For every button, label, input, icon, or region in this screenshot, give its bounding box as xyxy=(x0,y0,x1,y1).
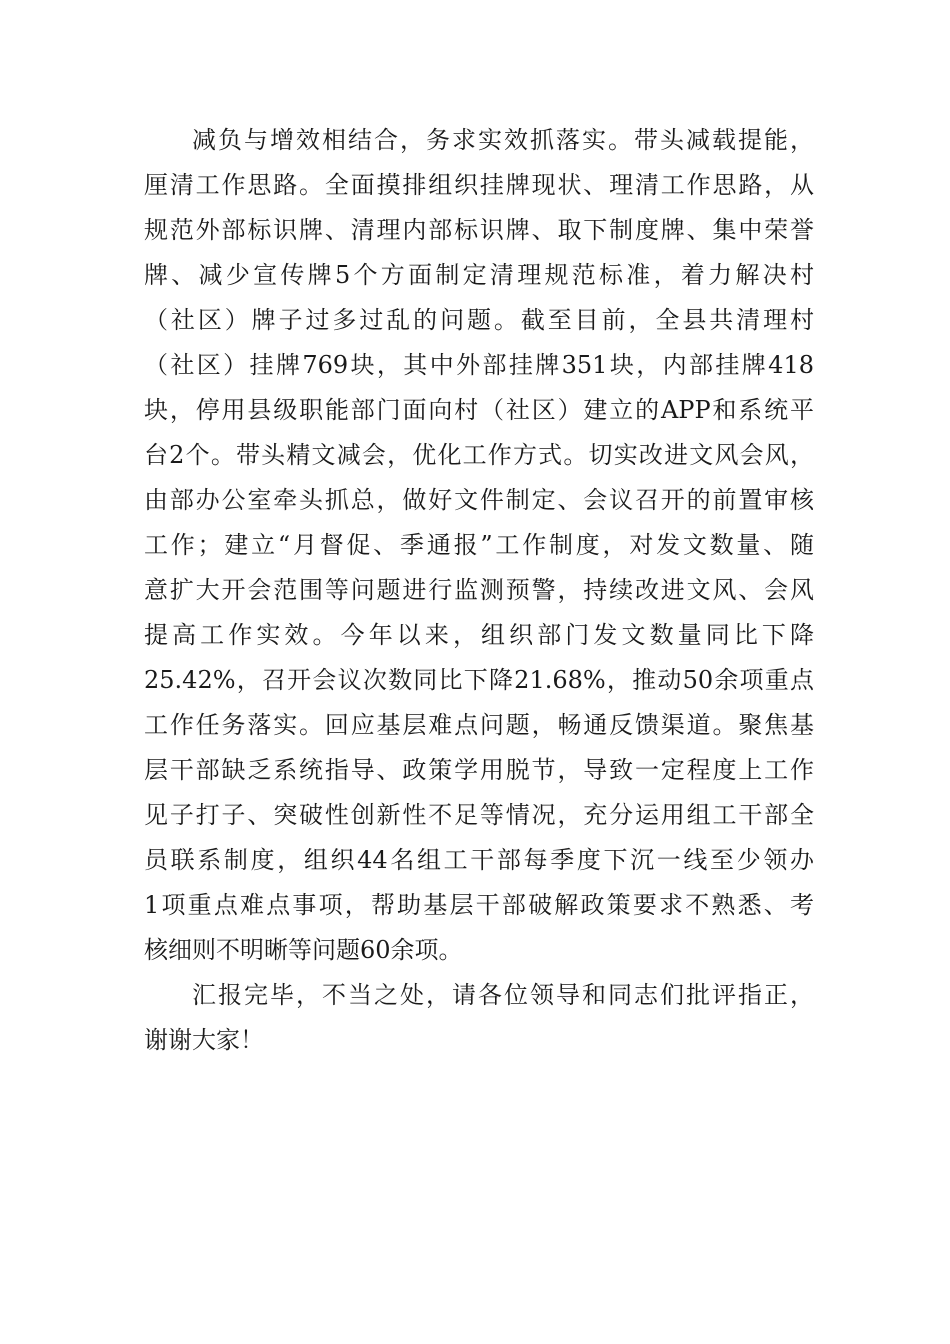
paragraph-line: 工作；建立“月督促、季通报”工作制度，对发文数量、随 xyxy=(144,531,814,559)
paragraph-line: 意扩大开会范围等问题进行监测预警，持续改进文风、会风 xyxy=(144,576,814,604)
document-body xyxy=(144,118,814,1063)
paragraph-line: 减负与增效相结合，务求实效抓落实。带头减载提能， xyxy=(192,126,814,154)
paragraph-line: 牌、减少宣传牌5个方面制定清理规范标准，着力解决村 xyxy=(144,261,814,289)
paragraph-1 xyxy=(144,118,814,973)
paragraph-line: 工作任务落实。回应基层难点问题，畅通反馈渠道。聚焦基 xyxy=(144,711,814,739)
paragraph-line: 提高工作实效。今年以来，组织部门发文数量同比下降 xyxy=(144,621,814,649)
paragraph-line: 块，停用县级职能部门面向村（社区）建立的APP和系统平 xyxy=(144,396,814,424)
paragraph-line: 厘清工作思路。全面摸排组织挂牌现状、理清工作思路，从 xyxy=(144,171,814,199)
paragraph-line: 规范外部标识牌、清理内部标识牌、取下制度牌、集中荣誉 xyxy=(144,216,814,244)
paragraph-line: 1项重点难点事项，帮助基层干部破解政策要求不熟悉、考 xyxy=(144,891,814,919)
paragraph-line: （社区）牌子过多过乱的问题。截至目前，全县共清理村 xyxy=(144,306,814,334)
paragraph-line: （社区）挂牌769块，其中外部挂牌351块，内部挂牌418 xyxy=(144,351,814,379)
paragraph-line: 汇报完毕，不当之处，请各位领导和同志们批评指正， xyxy=(192,981,814,1009)
paragraph-line: 层干部缺乏系统指导、政策学用脱节，导致一定程度上工作 xyxy=(144,756,814,784)
paragraph-line: 见子打子、突破性创新性不足等情况，充分运用组工干部全 xyxy=(144,801,814,829)
paragraph-2 xyxy=(144,973,814,1063)
paragraph-line: 由部办公室牵头抓总，做好文件制定、会议召开的前置审核 xyxy=(144,486,814,514)
paragraph-line: 谢谢大家！ xyxy=(144,1026,264,1054)
paragraph-line: 台2个。带头精文减会，优化工作方式。切实改进文风会风， xyxy=(144,441,814,469)
paragraph-line: 员联系制度，组织44名组工干部每季度下沉一线至少领办 xyxy=(144,846,814,874)
paragraph-line: 25.42%，召开会议次数同比下降21.68%，推动50余项重点 xyxy=(144,666,814,694)
paragraph-line: 核细则不明晰等问题60余项。 xyxy=(144,936,463,964)
